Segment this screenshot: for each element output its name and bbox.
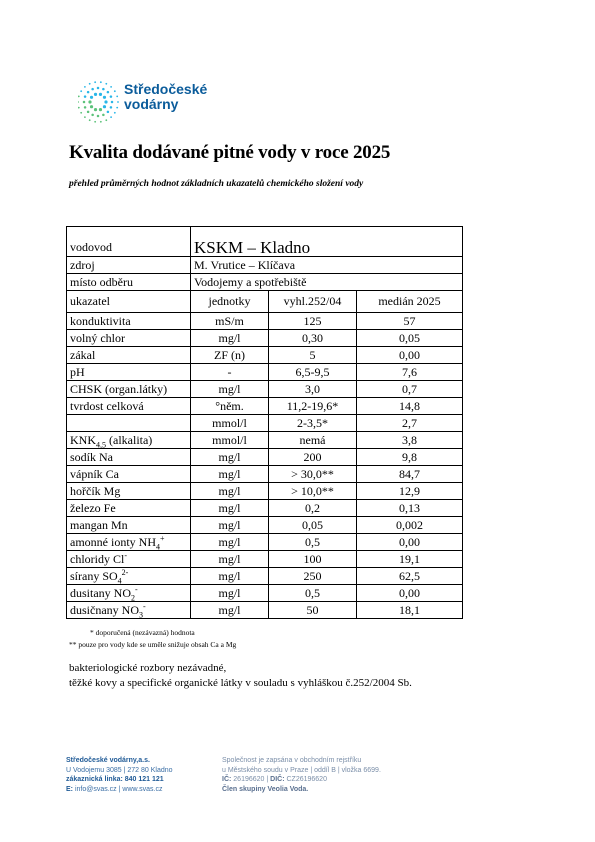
indicator-name: vápník Ca (67, 466, 191, 483)
median-cell: 84,7 (357, 466, 463, 483)
logo-dot (102, 114, 105, 117)
indicator-name-sup: + (160, 533, 165, 543)
logo-dot (114, 112, 116, 114)
logo-dot (89, 119, 91, 121)
indicator-name: tvrdost celková (67, 398, 191, 415)
footnote-1: * doporučená (nezávazná) hodnota (90, 628, 195, 637)
median-cell: 0,05 (357, 330, 463, 347)
table-row (67, 364, 463, 381)
ic-label: IČ: (222, 776, 232, 783)
unit-cell: mg/l (191, 517, 269, 534)
unit-cell: mg/l (191, 534, 269, 551)
logo-dot (91, 88, 94, 91)
logo-dot (97, 115, 100, 118)
indicator-name (67, 432, 191, 449)
table-row (67, 330, 463, 347)
logo-dot (110, 106, 113, 109)
footer-member: Člen skupiny Veolia Voda. (222, 785, 309, 793)
vodovod-label: vodovod (67, 227, 191, 257)
logo-dot (80, 112, 82, 114)
table-row (67, 602, 463, 619)
footer-ids (222, 775, 381, 785)
limit-cell: 200 (269, 449, 357, 466)
indicator-name: sodík Na (67, 449, 191, 466)
indicator-name: volný chlor (67, 330, 191, 347)
col-ukazatel: ukazatel (67, 291, 191, 313)
logo-dot (94, 93, 97, 96)
logo-dot (94, 121, 96, 123)
median-cell: 62,5 (357, 568, 463, 585)
table-row (67, 432, 463, 449)
logo-dot (110, 95, 113, 98)
logo-dot (110, 116, 112, 118)
limit-cell: > 30,0** (269, 466, 357, 483)
indicator-name-main: dusičnany NO (70, 602, 139, 617)
logo-dot (84, 95, 87, 98)
unit-cell: mg/l (191, 585, 269, 602)
indicator-name-sub: 4,5 (96, 439, 106, 449)
indicator-name-sup: - (124, 550, 127, 560)
logo-dot (97, 87, 100, 90)
indicator-name (67, 534, 191, 551)
limit-cell: 0,30 (269, 330, 357, 347)
unit-cell: mmol/l (191, 415, 269, 432)
logo-dot (104, 100, 107, 103)
zdroj-label: zdroj (67, 257, 191, 274)
logo-text-line2: vodárny (124, 96, 179, 112)
vodovod-value: KSKM – Kladno (191, 227, 463, 257)
logo-dot (103, 105, 106, 108)
limit-cell: 0,5 (269, 585, 357, 602)
logo-dot (111, 101, 114, 104)
indicator-name-sub: 4 (117, 575, 122, 585)
limit-cell: 100 (269, 551, 357, 568)
logo-dot (100, 121, 102, 123)
logo-dot (78, 101, 79, 103)
indicator-name: hořčík Mg (67, 483, 191, 500)
footer-registry (222, 756, 381, 794)
median-cell: 18,1 (357, 602, 463, 619)
logo-dot (88, 100, 91, 103)
logo-text-line1: Středočeské (124, 81, 208, 97)
median-cell: 0,002 (357, 517, 463, 534)
logo-dot (105, 83, 107, 85)
logo-dot (84, 86, 86, 88)
indicator-name-sub: 2 (131, 592, 135, 602)
median-cell: 2,7 (357, 415, 463, 432)
footer-contact (66, 785, 173, 795)
indicator-name-sup: - (135, 584, 138, 594)
logo-dot (105, 119, 107, 121)
table-row (67, 381, 463, 398)
logo-dot (116, 95, 118, 97)
indicator-name-sup: 2- (121, 567, 129, 577)
limit-cell: 2-3,5* (269, 415, 357, 432)
dic-value: CZ26196620 (284, 776, 327, 783)
indicator-name-sub: 3 (139, 609, 143, 619)
limit-cell: 11,2-19,6* (269, 398, 357, 415)
footer-registry-line1: Společnost je zapsána v obchodním rejstříku (222, 757, 362, 764)
footer-address: U Vodojemu 3085 | 272 80 Kladno (66, 766, 173, 774)
median-cell: 14,8 (357, 398, 463, 415)
indicator-name: konduktivita (67, 313, 191, 330)
limit-cell: 0,2 (269, 500, 357, 517)
company-logo (78, 80, 238, 124)
median-cell: 0,00 (357, 585, 463, 602)
indicator-name (67, 551, 191, 568)
unit-cell: - (191, 364, 269, 381)
col-jednotky: jednotky (191, 291, 269, 313)
logo-dot (78, 107, 80, 109)
indicator-name-main: KNK (70, 432, 96, 447)
table-row (67, 466, 463, 483)
indicator-name: mangan Mn (67, 517, 191, 534)
unit-cell: mg/l (191, 602, 269, 619)
page-title: Kvalita dodávané pitné vody v roce 2025 (69, 142, 391, 163)
table-row (67, 534, 463, 551)
table-row (67, 585, 463, 602)
logo-dot (94, 108, 97, 111)
logo-dot (84, 106, 87, 109)
logo-dot (91, 114, 94, 117)
logo-dot (117, 101, 119, 103)
table-row (67, 449, 463, 466)
table-row (67, 347, 463, 364)
logo-dot (87, 91, 90, 94)
indicator-name (67, 602, 191, 619)
logo-dot (114, 90, 116, 92)
footer-contact-links[interactable]: info@svas.cz | www.svas.cz (73, 785, 163, 793)
indicator-name-sup: - (143, 601, 146, 611)
limit-cell: 250 (269, 568, 357, 585)
unit-cell: mg/l (191, 568, 269, 585)
median-cell: 0,13 (357, 500, 463, 517)
median-cell: 0,7 (357, 381, 463, 398)
logo-dot (99, 108, 102, 111)
footer-contact-e: E: (66, 785, 73, 793)
dic-label: DIČ: (270, 776, 285, 783)
indicator-name-main: dusitany NO (70, 585, 131, 600)
logo-dot (84, 116, 86, 118)
table-row (67, 551, 463, 568)
median-cell: 0,00 (357, 347, 463, 364)
column-headers (67, 291, 463, 313)
limit-cell: 3,0 (269, 381, 357, 398)
footer-hotline: zákaznická linka: 840 121 121 (66, 776, 164, 783)
unit-cell: mg/l (191, 466, 269, 483)
indicator-name-sub: 4 (156, 541, 160, 551)
col-median: medián 2025 (357, 291, 463, 313)
bacteriology-note (69, 661, 412, 691)
unit-cell: mg/l (191, 381, 269, 398)
indicator-name (67, 415, 191, 432)
logo-dot (110, 86, 112, 88)
indicator-name: železo Fe (67, 500, 191, 517)
logo-dot (102, 88, 105, 91)
ic-value: 26196620 | (231, 776, 271, 783)
page-subtitle: přehled průměrných hodnot základních ukazatelů chemického složení vody (69, 179, 364, 189)
unit-cell: mg/l (191, 330, 269, 347)
limit-cell: 0,05 (269, 517, 357, 534)
footer-company-name: Středočeské vodárny,a.s. (66, 757, 150, 764)
limit-cell: nemá (269, 432, 357, 449)
logo-dot (94, 81, 96, 83)
limit-cell: 6,5-9,5 (269, 364, 357, 381)
unit-cell: mS/m (191, 313, 269, 330)
row-misto (67, 274, 463, 291)
table-row (67, 313, 463, 330)
misto-label: místo odběru (67, 274, 191, 291)
row-zdroj (67, 257, 463, 274)
unit-cell: mg/l (191, 551, 269, 568)
table-row (67, 415, 463, 432)
limit-cell: 125 (269, 313, 357, 330)
misto-value: Vodojemy a spotřebiště (191, 274, 463, 291)
logo-dot (116, 107, 118, 109)
footnote-2: ** pouze pro vody kde se uměle snižuje obsah Ca a Mg (69, 640, 237, 649)
logo-dot (100, 81, 102, 83)
indicator-name: CHSK (organ.látky) (67, 381, 191, 398)
col-limit: vyhl.252/04 (269, 291, 357, 313)
logo-dot (90, 105, 93, 108)
unit-cell: mg/l (191, 500, 269, 517)
median-cell: 7,6 (357, 364, 463, 381)
row-vodovod (67, 227, 463, 257)
table-row (67, 568, 463, 585)
median-cell: 9,8 (357, 449, 463, 466)
limit-cell: 0,5 (269, 534, 357, 551)
bacteriology-line1: bakteriologické rozbory nezávadné, (69, 662, 227, 674)
unit-cell: mg/l (191, 449, 269, 466)
logo-dot (89, 83, 91, 85)
logo-dot (87, 111, 90, 114)
unit-cell: mg/l (191, 483, 269, 500)
indicator-name: zákal (67, 347, 191, 364)
median-cell: 0,00 (357, 534, 463, 551)
limit-cell: 50 (269, 602, 357, 619)
logo-dot (90, 96, 93, 99)
indicator-name: pH (67, 364, 191, 381)
indicator-name-main: chloridy Cl (70, 551, 125, 566)
unit-cell: mmol/l (191, 432, 269, 449)
table-row (67, 398, 463, 415)
median-cell: 3,8 (357, 432, 463, 449)
logo-dot (83, 101, 86, 104)
unit-cell: ZF (n) (191, 347, 269, 364)
logo-dot (103, 96, 106, 99)
logo-dot (99, 93, 102, 96)
indicator-name (67, 568, 191, 585)
indicator-name-main: amonné ionty NH (70, 534, 156, 549)
table-row (67, 517, 463, 534)
indicator-name-tail: (alkalita) (106, 432, 153, 447)
unit-cell: °něm. (191, 398, 269, 415)
logo-dots-icon (78, 80, 122, 124)
table-row (67, 500, 463, 517)
logo-dot (78, 95, 80, 97)
logo-dot (80, 90, 82, 92)
logo-dot (107, 111, 110, 114)
indicator-name-main: sírany SO (70, 568, 118, 583)
median-cell: 57 (357, 313, 463, 330)
median-cell: 19,1 (357, 551, 463, 568)
median-cell: 12,9 (357, 483, 463, 500)
logo-dot (107, 91, 110, 94)
water-quality-table (66, 226, 463, 619)
table-row (67, 483, 463, 500)
zdroj-value: M. Vrutice – Klíčava (191, 257, 463, 274)
limit-cell: 5 (269, 347, 357, 364)
indicator-name (67, 585, 191, 602)
limit-cell: > 10,0** (269, 483, 357, 500)
footer-company (66, 756, 173, 794)
footer-registry-line2: u Městského soudu v Praze | oddíl B | vložka 6699. (222, 766, 381, 774)
bacteriology-line2: těžké kovy a specifické organické látky v souladu s vyhláškou č.252/2004 Sb. (69, 677, 412, 689)
